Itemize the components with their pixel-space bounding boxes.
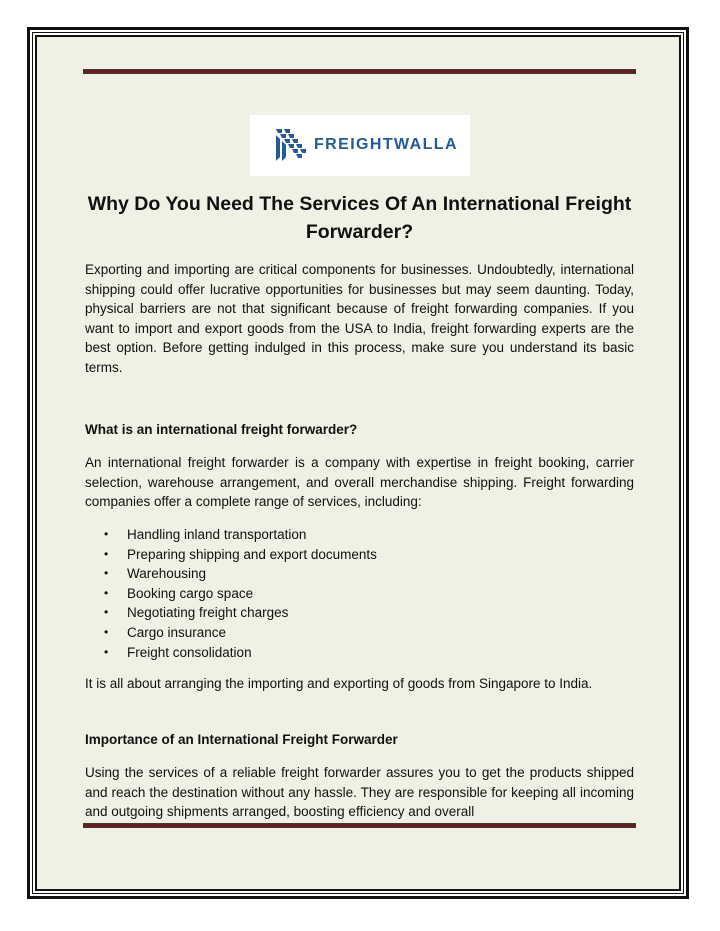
list-item: • Warehousing — [85, 564, 634, 584]
article-title: Why Do You Need The Services Of An International Freight Forwarder? — [87, 193, 632, 243]
summary-paragraph: It is all about arranging the importing and exporting of goods from Singapore to India. — [85, 676, 593, 692]
list-item: • Negotiating freight charges — [85, 603, 634, 623]
list-item: • Booking cargo space — [85, 584, 634, 604]
footer-rule — [83, 823, 636, 828]
freightwalla-logo — [250, 115, 470, 176]
list-item: • Preparing shipping and export documents — [85, 545, 634, 565]
bullet-icon: • — [104, 644, 109, 659]
bullet-icon: • — [104, 526, 109, 541]
header-rule — [83, 69, 636, 74]
list-item: • Cargo insurance — [85, 623, 634, 643]
bullet-icon: • — [104, 566, 109, 581]
bullet-icon: • — [104, 585, 109, 600]
intro-paragraph: Exporting and importing are critical components for businesses. Undoubtedly, international shipping could offer lucrative opportunities for businesses but may seem daunting. Today, physical barriers are not that significant because of freight forwarding companies. If you want to import and export goods from the USA to India, freight forwarding experts are the best option. Before getting indulged in this process, make sure you understand its basic terms. — [85, 262, 634, 375]
bullet-icon: • — [104, 624, 109, 639]
logo-wordmark: FREIGHTWALLA — [314, 136, 458, 153]
bullet-icon: • — [104, 605, 109, 620]
section-heading-importance: Importance of an International Freight Forwarder — [85, 731, 398, 747]
services-list — [85, 525, 634, 662]
bullet-icon: • — [104, 546, 109, 561]
list-item: • Handling inland transportation — [85, 525, 634, 545]
definition-paragraph: An international freight forwarder is a company with expertise in freight booking, carrier selection, warehouse arrangement, and overall merchandise shipping. Freight forwarding companies offer a complete range of services, including: — [85, 455, 634, 510]
section-heading-what-is: What is an international freight forwarder? — [85, 421, 358, 437]
importance-paragraph: Using the services of a reliable freight forwarder assures you to get the products shipped and reach the destination without any hassle. They are responsible for keeping all incoming and outgoing shipments arranged, boosting efficiency and overall — [85, 765, 634, 820]
logo-mark-icon — [274, 127, 310, 165]
article — [85, 190, 634, 823]
list-item: • Freight consolidation — [85, 643, 634, 663]
